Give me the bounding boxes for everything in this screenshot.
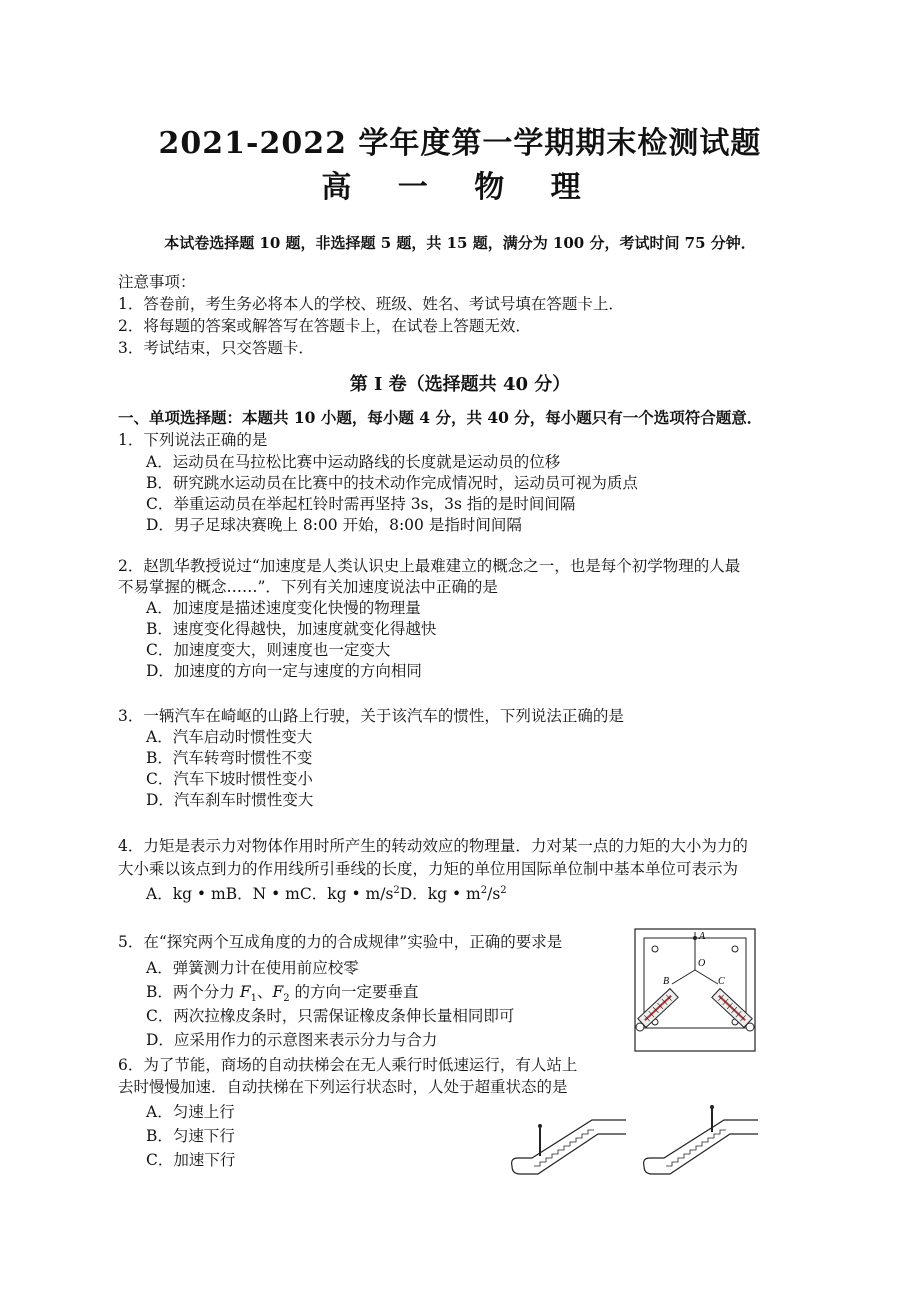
section-title: 第 I 卷（选择题共 40 分） <box>349 374 571 395</box>
q6-stem-line2: 去时慢慢加速．自动扶梯在下列运行状态时，人处于超重状态的是 <box>118 1078 568 1096</box>
q4-option-c: C．kg • m/s <box>299 885 394 903</box>
q5-option-b-pre: B．两个分力 <box>146 983 240 1001</box>
label-c: C <box>718 976 725 987</box>
q2-option-d: D．加速度的方向一定与速度的方向相同 <box>146 662 422 680</box>
q4-option-d: D．kg • m <box>399 885 481 903</box>
label-a: A <box>699 931 706 942</box>
q1-option-d: D．男子足球决赛晚上 8:00 开始，8:00 是指时间间隔 <box>146 516 522 534</box>
q4-option-b: B．N • m <box>225 885 300 903</box>
q4-option-c-exp: 2 <box>393 884 400 896</box>
exam-title: 2021-2022 学年度第一学期期末检测试题 <box>158 126 762 161</box>
subject-text: 高 一 物 理 <box>321 170 599 205</box>
q1-option-a: A．运动员在马拉松比赛中运动路线的长度就是运动员的位移 <box>146 453 561 471</box>
q4-options <box>146 882 507 904</box>
q4-option-d-exp: 2 <box>480 884 488 896</box>
q6-option-b: B．匀速下行 <box>146 1127 235 1145</box>
note-item: 1．答卷前，考生务必将本人的学校、班级、姓名、考试号填在答题卡上． <box>118 295 624 313</box>
pin <box>652 946 658 952</box>
q6-stem-line1: 6．为了节能，商场的自动扶梯会在无人乘行时低速运行，有人站上 <box>118 1056 578 1074</box>
q4-option-a: A．kg • m <box>146 885 226 903</box>
q5-f2-sub: 2 <box>283 993 290 1005</box>
q2-option-a: A．加速度是描述速度变化快慢的物理量 <box>146 599 421 617</box>
label-o: O <box>698 958 706 969</box>
note-item: 3．考试结束，只交答题卡． <box>118 339 314 357</box>
force-board-figure <box>632 926 758 1054</box>
q2-stem-line2: 不易掌握的概念……”．下列有关加速度说法中正确的是 <box>118 578 498 596</box>
string-b <box>672 970 695 984</box>
exam-intro: 本试卷选择题 10 题，非选择题 5 题，共 15 题，满分为 100 分，考试时间 75 分钟． <box>164 234 756 252</box>
q5-f1-sub: 1 <box>250 993 257 1005</box>
notes-heading: 注意事项： <box>118 273 196 291</box>
q4-stem-line2: 大小乘以该点到力的作用线所引垂线的长度，力矩的单位用国际单位制中基本单位可表示为 <box>118 860 739 878</box>
escalator-figure-right <box>640 1104 764 1178</box>
handle-left <box>636 1023 644 1031</box>
q4-option-d-mid: /s <box>487 885 501 903</box>
q2-option-c: C．加速度变大，则速度也一定变大 <box>146 641 391 659</box>
handle-right <box>746 1023 754 1031</box>
q5-f1: F <box>239 983 251 1001</box>
q5-option-c: C．两次拉橡皮条时，只需保证橡皮条伸长量相同即可 <box>146 1007 515 1025</box>
subject-title <box>0 162 920 206</box>
q3-option-c: C．汽车下坡时惯性变小 <box>146 770 313 788</box>
q5-option-b-post: 的方向一定要垂直 <box>289 983 419 1001</box>
note-item: 2．将每题的答案或解答写在答题卡上，在试卷上答题无效． <box>118 317 531 335</box>
section-instruction: 一、单项选择题：本题共 10 小题，每小题 4 分，共 40 分，每小题只有一个选项符合题意． <box>118 408 763 427</box>
q5-f2: F <box>272 983 284 1001</box>
q3-option-b: B．汽车转弯时惯性不变 <box>146 749 313 767</box>
q4-stem-line1: 4．力矩是表示力对物体作用时所产生的转动效应的物理量．力对某一点的力矩的大小为力的 <box>118 837 748 855</box>
q1-option-c: C．举重运动员在举起杠铃时需再坚持 3s，3s 指的是时间间隔 <box>146 495 576 513</box>
label-b: B <box>663 976 670 987</box>
q5-option-d: D．应采用作力的示意图来表示分力与合力 <box>146 1031 438 1049</box>
q5-stem: 5．在“探究两个互成角度的力的合成规律”实验中，正确的要求是 <box>118 933 563 951</box>
q1-stem: 1．下列说法正确的是 <box>118 431 268 449</box>
q5-option-a: A．弹簧测力计在使用前应校零 <box>146 959 359 977</box>
q2-stem-line1: 2．赵凯华教授说过“加速度是人类认识史上最难建立的概念之一，也是每个初学物理的人最 <box>118 557 741 575</box>
q4-option-d-exp2: 2 <box>500 884 507 896</box>
string-c <box>695 970 718 984</box>
q3-option-d: D．汽车刹车时惯性变大 <box>146 791 314 809</box>
pin <box>732 946 738 952</box>
escalator-figure-left <box>508 1108 632 1178</box>
q1-option-b: B．研究跳水运动员在比赛中的技术动作完成情况时，运动员可视为质点 <box>146 474 638 492</box>
q5-option-b-sep: 、 <box>256 983 273 1001</box>
q5-option-b <box>146 980 419 1004</box>
point-a <box>693 936 697 940</box>
q3-stem: 3．一辆汽车在崎岖的山路上行驶，关于该汽车的惯性，下列说法正确的是 <box>118 707 624 725</box>
q3-option-a: A．汽车启动时惯性变大 <box>146 728 313 746</box>
q6-option-a: A．匀速上行 <box>146 1103 235 1121</box>
q2-option-b: B．速度变化得越快，加速度就变化得越快 <box>146 620 437 638</box>
q6-option-c: C．加速下行 <box>146 1151 236 1169</box>
